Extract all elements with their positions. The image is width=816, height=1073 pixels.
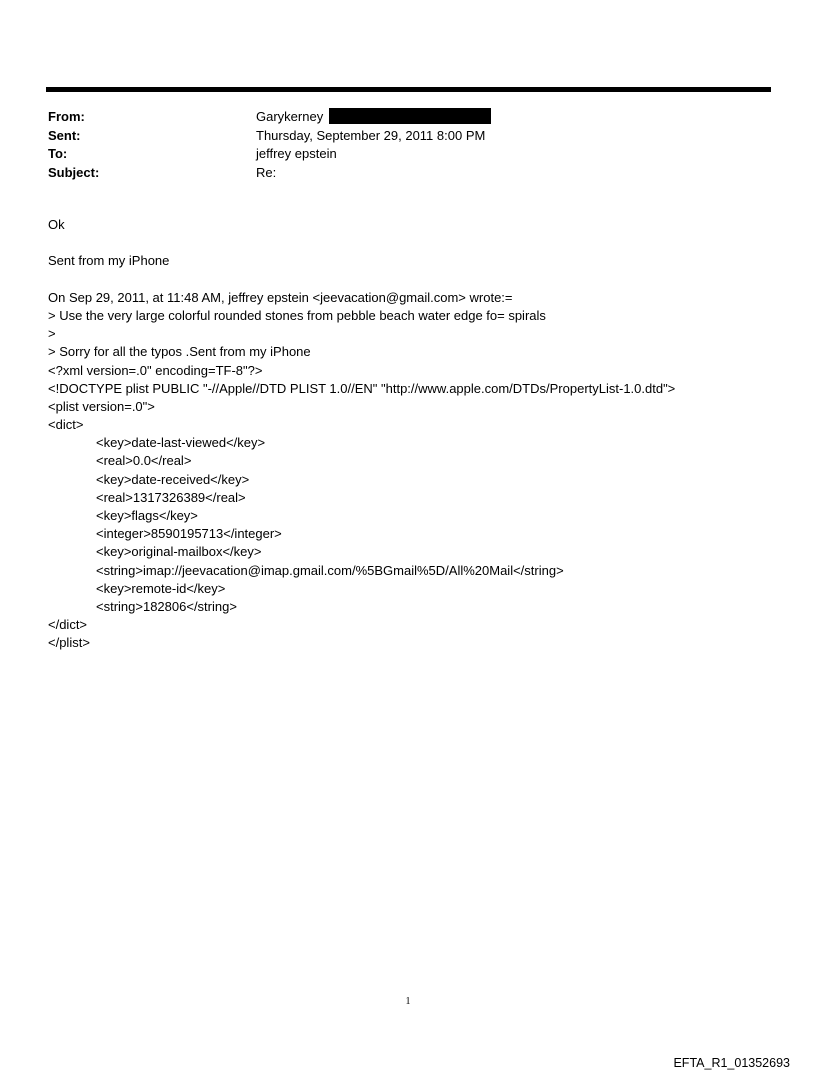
from-sender: Garykerney <box>256 109 324 124</box>
from-row <box>48 108 491 127</box>
email-body <box>48 216 675 653</box>
from-value <box>256 108 491 127</box>
dict-line: <key>date-last-viewed</key> <box>96 435 266 451</box>
to-value: jeffrey epstein <box>256 146 337 161</box>
body-line-quote: > Sorry for all the typos .Sent from my iPhone <box>48 344 311 360</box>
sent-value: Thursday, September 29, 2011 8:00 PM <box>256 127 486 143</box>
body-line-on-date: On Sep 29, 2011, at 11:48 AM, jeffrey epstein <jeevacation@gmail.com> wrote:= <box>48 289 513 305</box>
subject-label: Subject: <box>48 164 100 180</box>
dict-line: <key>original-mailbox</key> <box>96 544 262 560</box>
dict-line: <string>182806</string> <box>96 598 237 614</box>
header-rule <box>46 87 771 92</box>
dict-line: <real>1317326389</real> <box>96 489 246 505</box>
sent-label: Sent: <box>48 127 81 143</box>
body-line-plist-open: <plist version=.0"> <box>48 398 155 414</box>
from-label: From: <box>48 109 85 124</box>
dict-line: <integer>8590195713</integer> <box>96 526 282 542</box>
to-row <box>48 145 491 164</box>
dict-line: <real>0.0</real> <box>96 453 192 469</box>
redaction-bar <box>329 108 491 124</box>
dict-line: <key>remote-id</key> <box>96 580 226 596</box>
sent-row <box>48 127 491 146</box>
body-line-quote: > Use the very large colorful rounded stones from pebble beach water edge fo= spirals <box>48 307 546 323</box>
body-line-doctype: <!DOCTYPE plist PUBLIC "-//Apple//DTD PLIST 1.0//EN" "http://www.apple.com/DTDs/PropertyList-1.0.dtd"> <box>48 380 676 396</box>
page-number: 1 <box>405 996 411 1007</box>
body-line-xml: <?xml version=.0" encoding=TF-8"?> <box>48 362 263 378</box>
dict-line: <string>imap://jeevacation@imap.gmail.com/%5BGmail%5D/All%20Mail</string> <box>96 562 564 578</box>
body-line-plist-close: </plist> <box>48 635 90 651</box>
subject-value: Re: <box>256 164 277 180</box>
email-header <box>48 108 491 182</box>
body-line-quote: > <box>48 326 56 342</box>
body-line-dict-open: <dict> <box>48 417 84 433</box>
to-label: To: <box>48 146 68 161</box>
body-line-ok: Ok <box>48 217 65 232</box>
subject-row <box>48 164 491 183</box>
dict-line: <key>flags</key> <box>96 508 198 523</box>
body-line-sent-from: Sent from my iPhone <box>48 253 170 269</box>
document-id: EFTA_R1_01352693 <box>673 1056 790 1070</box>
dict-line: <key>date-received</key> <box>96 471 250 487</box>
body-line-dict-close: </dict> <box>48 617 88 633</box>
